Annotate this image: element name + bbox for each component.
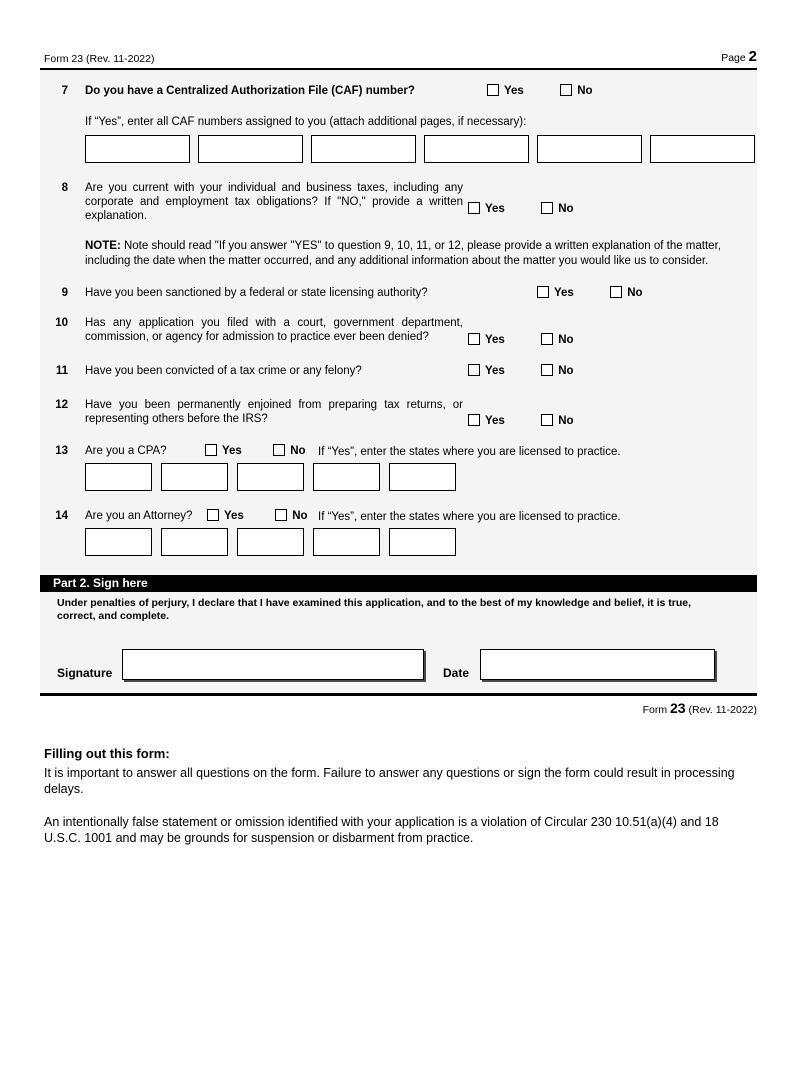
q13-no-option xyxy=(273,444,305,458)
perjury-declaration: Under penalties of perjury, I declare that I have examined this application, and to the best of my knowledge and belief, it is true, correct, and complete. xyxy=(57,597,692,622)
cpa-state-box[interactable] xyxy=(161,463,228,491)
notes-title: Filling out this form: xyxy=(44,746,170,761)
question-7-number: 7 xyxy=(61,85,68,97)
q10-yes-label: Yes xyxy=(485,334,505,346)
q14-no-option xyxy=(275,509,307,523)
attorney-state-box[interactable] xyxy=(237,528,304,556)
question-12-yes-no xyxy=(468,414,574,428)
question-11-text: Have you been convicted of a tax crime or any felony? xyxy=(85,365,362,377)
q12-no-option xyxy=(541,414,573,428)
question-12-text: Have you been permanently enjoined from preparing tax returns, or representing others before the IRS? xyxy=(85,399,463,425)
q11-yes-label: Yes xyxy=(485,365,505,377)
q14-no-label: No xyxy=(292,510,308,522)
caf-number-box[interactable] xyxy=(650,135,755,163)
q13-yes-label: Yes xyxy=(222,445,242,457)
q11-yes-checkbox[interactable] xyxy=(468,364,480,376)
q13-no-checkbox[interactable] xyxy=(273,444,285,456)
q11-no-option xyxy=(541,364,573,378)
footer-form-number: 23 xyxy=(670,700,686,716)
q7-yes-label: Yes xyxy=(504,85,524,97)
q11-no-checkbox[interactable] xyxy=(541,364,553,376)
q7-yes-checkbox[interactable] xyxy=(487,84,499,96)
q14-yes-label: Yes xyxy=(224,510,244,522)
header-page xyxy=(721,48,757,65)
q13-yes-option xyxy=(205,444,270,458)
q9-yes-option xyxy=(537,286,607,300)
notes-paragraph-1: It is important to answer all questions on the form. Failure to answer any questions or sign the form could result in processing delays. xyxy=(44,766,735,796)
q12-yes-checkbox[interactable] xyxy=(468,414,480,426)
caf-number-box[interactable] xyxy=(537,135,642,163)
attorney-state-boxes xyxy=(85,528,757,556)
attorney-state-box[interactable] xyxy=(389,528,456,556)
question-13-text: Are you a CPA? xyxy=(85,445,167,457)
question-8-row xyxy=(40,181,757,223)
q14-yes-checkbox[interactable] xyxy=(207,509,219,521)
note-paragraph xyxy=(40,239,757,268)
q10-no-label: No xyxy=(558,334,574,346)
q14-yes-option xyxy=(207,509,272,523)
question-8-yes-no xyxy=(468,202,574,216)
question-7-text: Do you have a Centralized Authorization File (CAF) number? xyxy=(85,85,415,97)
filling-out-notes xyxy=(44,746,758,846)
header-page-number: 2 xyxy=(748,48,757,65)
notes-paragraph-2: An intentionally false statement or omission identified with your application is a violation of Circular 230 10.51(a)(4) and 18 U.S.C. 1001 and may be grounds for suspension or disbarment from practice. xyxy=(44,815,719,845)
q12-yes-option xyxy=(468,414,538,428)
attorney-state-box[interactable] xyxy=(85,528,152,556)
header-page-label: Page xyxy=(721,52,746,64)
q9-yes-label: Yes xyxy=(554,287,574,299)
question-9-number: 9 xyxy=(61,287,68,299)
question-7-row xyxy=(40,84,757,98)
question-8-text: Are you current with your individual and business taxes, including any corporate and employment tax obligations? If "NO," provide a written explanation. xyxy=(85,182,463,222)
q14-no-checkbox[interactable] xyxy=(275,509,287,521)
date-input[interactable] xyxy=(480,649,715,680)
q9-no-option xyxy=(610,286,642,300)
question-13-number: 13 xyxy=(55,445,68,457)
q9-no-label: No xyxy=(627,287,643,299)
question-9-yes-no xyxy=(537,286,643,300)
attorney-state-box[interactable] xyxy=(161,528,228,556)
question-14-text: Are you an Attorney? xyxy=(85,510,193,522)
q8-no-checkbox[interactable] xyxy=(541,202,553,214)
question-11-row xyxy=(40,364,757,378)
footer-form-label: Form xyxy=(642,704,668,716)
cpa-state-box[interactable] xyxy=(237,463,304,491)
q10-no-option xyxy=(541,333,573,347)
cpa-state-box[interactable] xyxy=(389,463,456,491)
question-13-row xyxy=(40,444,757,459)
q11-no-label: No xyxy=(558,365,574,377)
cpa-state-boxes xyxy=(85,463,757,491)
header-form-ref: Form 23 (Rev. 11-2022) xyxy=(44,53,155,65)
caf-number-box[interactable] xyxy=(424,135,529,163)
q13-yes-checkbox[interactable] xyxy=(205,444,217,456)
q9-no-checkbox[interactable] xyxy=(610,286,622,298)
note-text: Note should read "If you answer "YES" to question 9, 10, 11, or 12, please provide a written explanation of the matter, including the date when the matter occurred, and any additional information about the matter you would like us to consider. xyxy=(85,240,721,267)
date-label: Date xyxy=(443,666,470,680)
question-10-yes-no xyxy=(468,333,574,347)
question-10-number: 10 xyxy=(55,317,68,329)
q13-no-label: No xyxy=(290,445,306,457)
question-9-text: Have you been sanctioned by a federal or state licensing authority? xyxy=(85,287,428,299)
form-body xyxy=(40,68,757,696)
footer-form-rev: (Rev. 11-2022) xyxy=(688,704,757,716)
question-11-number: 11 xyxy=(55,365,68,377)
question-11-yes-no xyxy=(468,364,574,378)
caf-number-box[interactable] xyxy=(85,135,190,163)
question-7-yes-no xyxy=(487,84,593,98)
q12-no-checkbox[interactable] xyxy=(541,414,553,426)
part2-header: Part 2. Sign here xyxy=(40,575,757,592)
question-10-text: Has any application you filed with a court, government department, commission, or agency for admission to practice ever been denied? xyxy=(85,317,463,343)
q10-no-checkbox[interactable] xyxy=(541,333,553,345)
question-12-number: 12 xyxy=(55,399,68,411)
question-10-row xyxy=(40,316,757,344)
q9-yes-checkbox[interactable] xyxy=(537,286,549,298)
signature-row xyxy=(40,649,757,681)
q7-no-label: No xyxy=(577,85,593,97)
q10-yes-checkbox[interactable] xyxy=(468,333,480,345)
q8-yes-checkbox[interactable] xyxy=(468,202,480,214)
caf-number-box[interactable] xyxy=(311,135,416,163)
q7-instruction: If “Yes”, enter all CAF numbers assigned to you (attach additional pages, if necessary): xyxy=(85,116,527,128)
attorney-state-box[interactable] xyxy=(313,528,380,556)
cpa-state-box[interactable] xyxy=(313,463,380,491)
question-14-number: 14 xyxy=(55,510,68,522)
question-13-yes-no xyxy=(205,444,306,458)
question-14-row xyxy=(40,509,757,524)
q8-no-option xyxy=(541,202,573,216)
note-label: NOTE: xyxy=(85,240,121,252)
question-9-row xyxy=(40,286,757,300)
q7-no-option xyxy=(560,84,592,98)
q12-no-label: No xyxy=(558,415,574,427)
q8-no-label: No xyxy=(558,203,574,215)
cpa-state-box[interactable] xyxy=(85,463,152,491)
page-header xyxy=(44,48,757,65)
caf-number-boxes xyxy=(85,135,757,163)
question-14-yes-no xyxy=(207,509,308,523)
q7-yes-option xyxy=(487,84,557,98)
q11-yes-option xyxy=(468,364,538,378)
q14-instruction: If “Yes”, enter the states where you are licensed to practice. xyxy=(318,511,621,523)
q12-yes-label: Yes xyxy=(485,415,505,427)
q8-yes-option xyxy=(468,202,538,216)
q10-yes-option xyxy=(468,333,538,347)
question-12-row xyxy=(40,398,757,426)
signature-input[interactable] xyxy=(122,649,424,680)
q13-instruction: If “Yes”, enter the states where you are licensed to practice. xyxy=(318,446,621,458)
question-8-number: 8 xyxy=(61,182,68,194)
caf-number-box[interactable] xyxy=(198,135,303,163)
q8-yes-label: Yes xyxy=(485,203,505,215)
signature-label: Signature xyxy=(57,666,113,680)
q7-no-checkbox[interactable] xyxy=(560,84,572,96)
form-footer-ref xyxy=(40,700,757,716)
